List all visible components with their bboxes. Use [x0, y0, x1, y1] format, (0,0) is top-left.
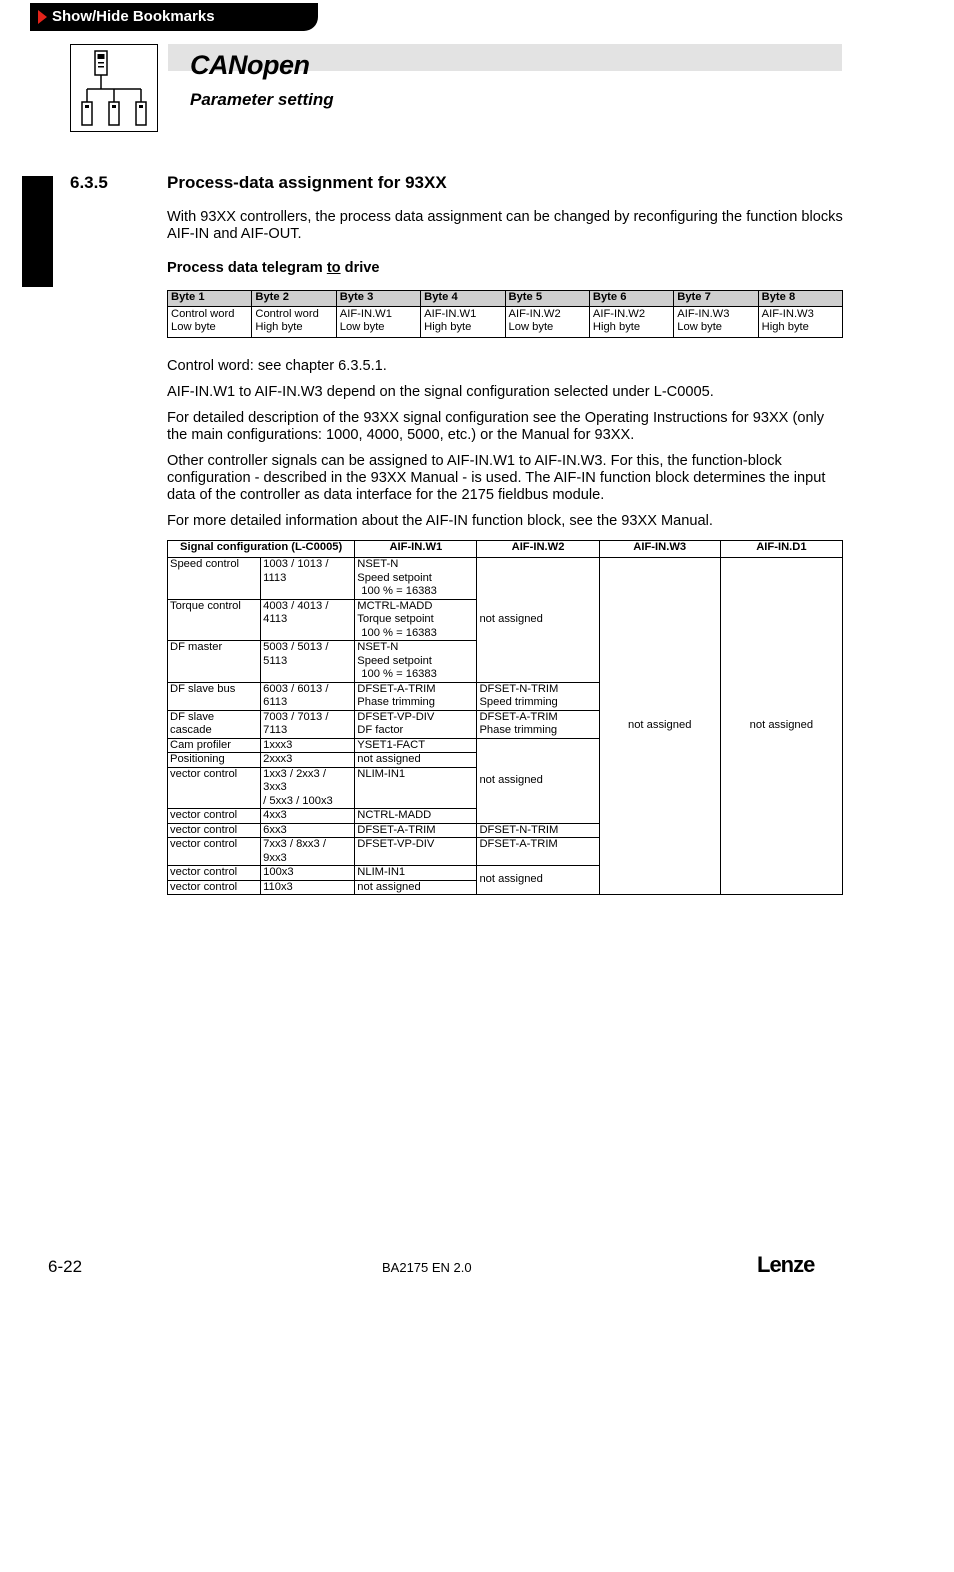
config-code: 100x3 [261, 866, 355, 881]
w2-merged-cell: not assigned [477, 866, 599, 895]
w1-cell: DFSET-A-TRIM Phase trimming [355, 682, 477, 710]
config-code: 7xx3 / 8xx3 / 9xx3 [261, 838, 355, 866]
page-title: CANopen [190, 50, 310, 80]
w1-cell: DFSET-VP-DIV [355, 838, 477, 866]
table-row [168, 307, 843, 338]
byte-cell: AIF-IN.W2 High byte [589, 307, 673, 338]
w1-cell: NLIM-IN1 [355, 866, 477, 881]
page-subtitle: Parameter setting [190, 90, 334, 109]
config-code: 1003 / 1013 / 1113 [261, 558, 355, 600]
w1-cell: NLIM-IN1 [355, 767, 477, 809]
config-name: DF slave cascade [168, 710, 261, 738]
byte-cell: Control word Low byte [168, 307, 252, 338]
signal-configuration-table [167, 540, 843, 895]
config-name: DF slave bus [168, 682, 261, 710]
w2-cell: DFSET-N-TRIM Speed trimming [477, 682, 599, 710]
config-code: 110x3 [261, 880, 355, 895]
w2-cell: DFSET-A-TRIM Phase trimming [477, 710, 599, 738]
chapter-marker-bar [22, 176, 53, 287]
byte-header: Byte 4 [421, 291, 505, 307]
config-code: 7003 / 7013 / 7113 [261, 710, 355, 738]
byte-header: Byte 6 [589, 291, 673, 307]
w1-cell: NSET-N Speed setpoint 100 % = 16383 [355, 558, 477, 600]
intro-paragraph: With 93XX controllers, the process data assignment can be changed by reconfiguring the function blocks AIF-IN and AIF-OUT. [167, 209, 843, 242]
config-code: 4003 / 4013 / 4113 [261, 599, 355, 641]
document-code: BA2175 EN 2.0 [382, 1260, 472, 1275]
page-number: 6-22 [48, 1257, 83, 1276]
config-name: vector control [168, 838, 261, 866]
column-header: AIF-IN.D1 [720, 541, 842, 558]
network-diagram-icon [71, 45, 157, 131]
w2-merged-cell: not assigned [477, 738, 599, 823]
telegram-heading: Process data telegram to drive [167, 260, 380, 276]
byte-cell: AIF-IN.W3 High byte [758, 307, 842, 338]
byte-cell: AIF-IN.W2 Low byte [505, 307, 589, 338]
brand-logo: Lenze [757, 1252, 815, 1277]
paragraph: Other controller signals can be assigned to AIF-IN.W1 to AIF-IN.W3. For this, the function-block configuration - described in the 93XX Manual - is used. The AIF-IN function block determines the input data of the controller as data interface for the 2175 fieldbus module. [167, 453, 826, 503]
w2-merged-cell: not assigned [477, 558, 599, 683]
show-hide-bookmarks-button[interactable] [30, 3, 318, 31]
w1-cell: not assigned [355, 753, 477, 768]
paragraph: For detailed description of the 93XX signal configuration see the Operating Instructions for 93XX (only the main configurations: 1000, 4000, 5000, etc.) or the Manual for 93XX. [167, 410, 825, 443]
config-name: vector control [168, 823, 261, 838]
w1-cell: MCTRL-MADD Torque setpoint 100 % = 16383 [355, 599, 477, 641]
config-code: 1xxx3 [261, 738, 355, 753]
byte-header: Byte 5 [505, 291, 589, 307]
network-topology-icon [70, 44, 158, 132]
w1-cell: not assigned [355, 880, 477, 895]
byte-header: Byte 7 [674, 291, 758, 307]
byte-cell: AIF-IN.W1 High byte [421, 307, 505, 338]
config-code: 6003 / 6013 / 6113 [261, 682, 355, 710]
byte-cell: Control word High byte [252, 307, 336, 338]
w1-cell: DFSET-A-TRIM [355, 823, 477, 838]
column-header: Signal configuration (L-C0005) [168, 541, 355, 558]
w2-cell: DFSET-A-TRIM [477, 838, 599, 866]
byte-header: Byte 3 [336, 291, 420, 307]
w3-merged-cell: not assigned [599, 558, 720, 895]
column-header: AIF-IN.W3 [599, 541, 720, 558]
arrow-right-icon [38, 10, 47, 24]
byte-header: Byte 8 [758, 291, 842, 307]
w1-cell: DFSET-VP-DIV DF factor [355, 710, 477, 738]
config-name: vector control [168, 809, 261, 824]
w2-cell: DFSET-N-TRIM [477, 823, 599, 838]
byte-header: Byte 1 [168, 291, 252, 307]
bookmarks-label: Show/Hide Bookmarks [52, 8, 215, 25]
config-code: 5003 / 5013 / 5113 [261, 641, 355, 683]
table-row [168, 558, 843, 600]
config-name: vector control [168, 767, 261, 809]
section-number: 6.3.5 [70, 173, 108, 192]
w1-cell: NSET-N Speed setpoint 100 % = 16383 [355, 641, 477, 683]
config-name: Cam profiler [168, 738, 261, 753]
byte-table-header [168, 291, 843, 307]
byte-cell: AIF-IN.W1 Low byte [336, 307, 420, 338]
config-name: DF master [168, 641, 261, 683]
config-name: Positioning [168, 753, 261, 768]
paragraph: For more detailed information about the AIF-IN function block, see the 93XX Manual. [167, 513, 713, 529]
column-header: AIF-IN.W1 [355, 541, 477, 558]
config-code: 6xx3 [261, 823, 355, 838]
config-name: vector control [168, 880, 261, 895]
section-title: Process-data assignment for 93XX [167, 173, 447, 192]
w1-cell: YSET1-FACT [355, 738, 477, 753]
config-name: Speed control [168, 558, 261, 600]
paragraph: AIF-IN.W1 to AIF-IN.W3 depend on the signal configuration selected under L-C0005. [167, 384, 714, 400]
byte-cell: AIF-IN.W3 Low byte [674, 307, 758, 338]
byte-table [167, 290, 843, 338]
config-code: 4xx3 [261, 809, 355, 824]
d1-merged-cell: not assigned [720, 558, 842, 895]
signal-table-header [168, 541, 843, 558]
config-code: 1xx3 / 2xx3 / 3xx3 / 5xx3 / 100x3 [261, 767, 355, 809]
byte-header: Byte 2 [252, 291, 336, 307]
config-name: Torque control [168, 599, 261, 641]
paragraph: Control word: see chapter 6.3.5.1. [167, 358, 387, 374]
w1-cell: NCTRL-MADD [355, 809, 477, 824]
config-code: 2xxx3 [261, 753, 355, 768]
config-name: vector control [168, 866, 261, 881]
column-header: AIF-IN.W2 [477, 541, 599, 558]
